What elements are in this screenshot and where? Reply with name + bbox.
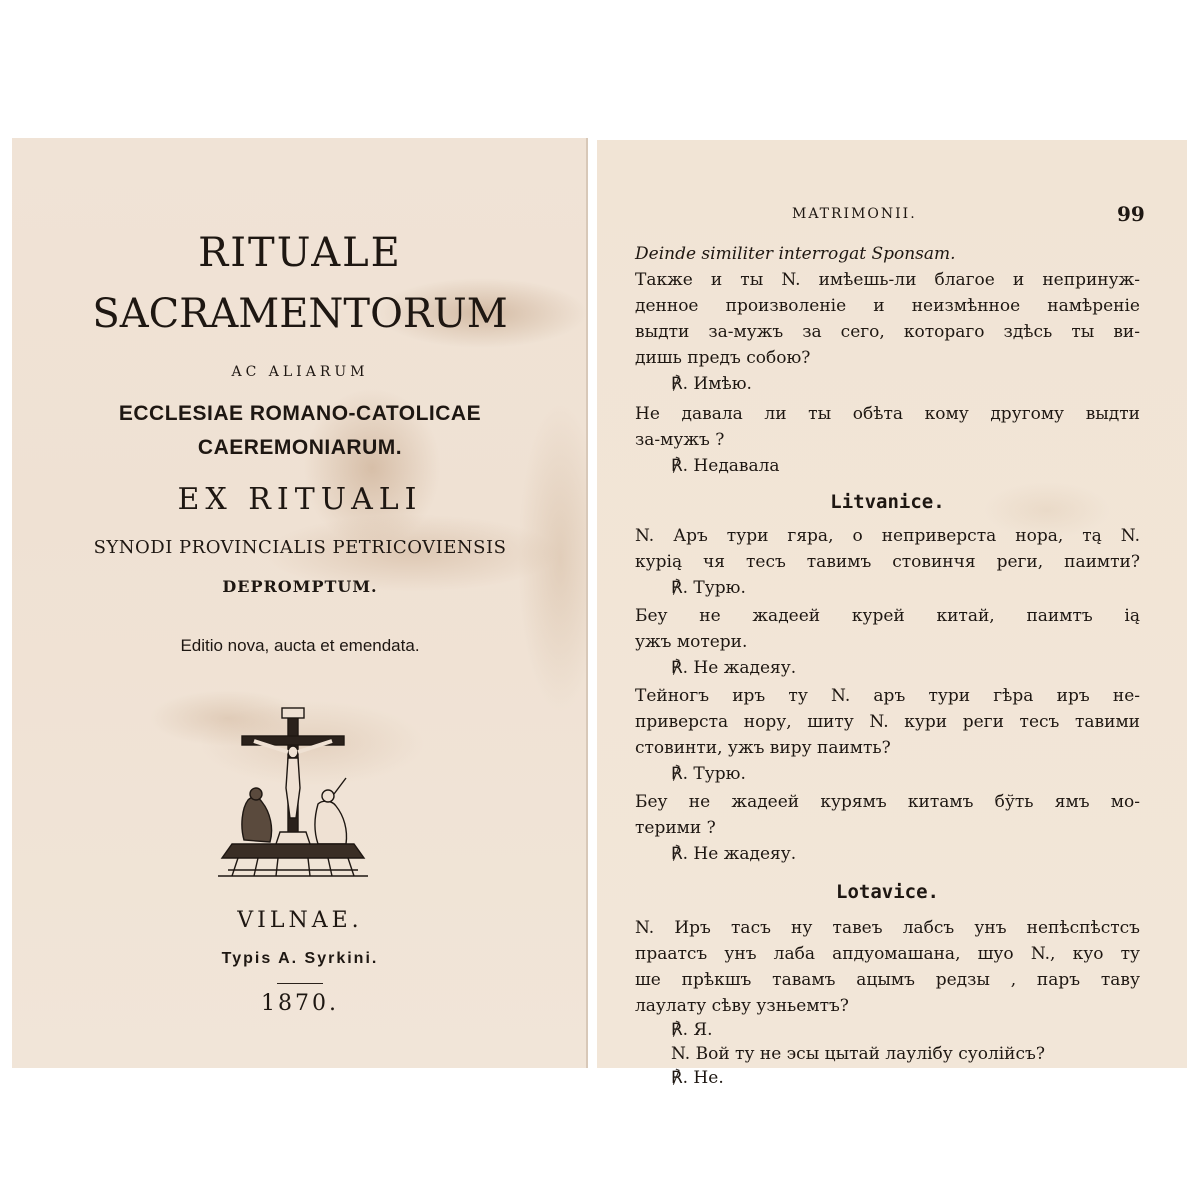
text-line: стовинти, ужъ виру паимть?	[635, 738, 891, 758]
title-page	[12, 138, 588, 1068]
text-line: Беу не жадеей курей китай, паимтъ ią	[635, 606, 1140, 626]
text-line: выдти за-мужъ за сего, котораго здѣсь ты ви-	[635, 322, 1140, 342]
rubric-line: Deinde similiter interrogat Sponsam.	[635, 244, 956, 264]
imprint-year: 1870.	[261, 991, 339, 1016]
text-line: Также и ты N. имѣешь-ли благое и непринуж-	[635, 270, 1140, 290]
title-line-synodi: SYNODI PROVINCIALIS PETRICOVIENSIS	[93, 537, 507, 558]
edition-statement: Editio nova, aucta et emendata.	[180, 636, 420, 655]
text-line: терими ?	[635, 818, 716, 838]
imprint-city: VILNAE.	[237, 908, 363, 933]
imprint-printer: Typis A. Syrkini.	[221, 950, 379, 967]
crucifix-vignette-icon	[218, 708, 368, 878]
text-line: куріą чя тесъ тавимъ стовинчя реги, паимти?	[635, 552, 1140, 572]
section-heading-litvanice: Litvanice.	[830, 491, 945, 513]
title-line-caeremoniarum: CAEREMONIARUM.	[197, 436, 403, 459]
imprint-divider	[277, 983, 323, 984]
text-page	[597, 140, 1187, 1088]
text-line: лаулату сѣву узньемтъ?	[635, 996, 849, 1016]
text-line: Тейногъ иръ ту N. аръ тури гѣра иръ не-	[635, 686, 1140, 706]
text-line: N. Иръ тасъ ну тавеъ лабсъ унъ непѣспѣстсъ	[635, 918, 1140, 938]
response-line: ℟. Турю.	[671, 578, 746, 598]
response-line: ℟. Турю.	[671, 764, 746, 784]
response-line: ℟. Я.	[671, 1020, 713, 1040]
response-line: ℟. Имѣю.	[671, 374, 752, 394]
response-line: ℟. Не.	[671, 1068, 724, 1088]
section-heading-lotavice: Lotavice.	[836, 881, 939, 903]
title-line-depromptum: DEPROMPTUM.	[222, 577, 378, 596]
title-line-sacramentorum: SACRAMENTORUM	[92, 291, 508, 337]
running-head: MATRIMONII.	[792, 206, 917, 222]
title-line-ac-aliarum: AC ALIARUM	[231, 364, 369, 380]
text-line: ужъ мотери.	[635, 632, 748, 652]
text-line: праатсъ унъ лаба апдуомашана, шуо N., куо ту	[635, 944, 1140, 964]
response-line: ℟. Недавала	[671, 456, 780, 476]
title-line-rituale: RITUALE	[198, 230, 402, 276]
text-line: приверста нору, шиту N. кури реги тесъ тавими	[635, 712, 1140, 732]
text-line: за-мужъ ?	[635, 430, 725, 450]
text-line: Не давала ли ты обѣта кому другому выдти	[635, 404, 1140, 424]
title-line-ecclesiae: ECCLESIAE ROMANO-CATOLICAE	[118, 402, 482, 425]
title-line-ex-rituali: EX RITUALI	[177, 482, 423, 517]
text-line: ше прѣкшъ тавамъ ацымъ редзы , паръ таву	[635, 970, 1140, 990]
page-number: 99	[1117, 202, 1145, 226]
text-line: N. Аръ тури гяра, о неприверста нора, тą N.	[635, 526, 1140, 546]
text-line: денное произволеніе и неизмѣнное намѣреніе	[635, 296, 1140, 316]
text-line: N. Вой ту не эсы цытай лаулібу суолійсъ?	[671, 1044, 1045, 1064]
text-line: Беу не жадеей курямъ китамъ бўть ямъ мо-	[635, 792, 1140, 812]
text-line: дишь предъ собою?	[635, 348, 811, 368]
response-line: ℟. Не жадеяу.	[671, 844, 797, 864]
response-line: ℟. Не жадеяу.	[671, 658, 797, 678]
